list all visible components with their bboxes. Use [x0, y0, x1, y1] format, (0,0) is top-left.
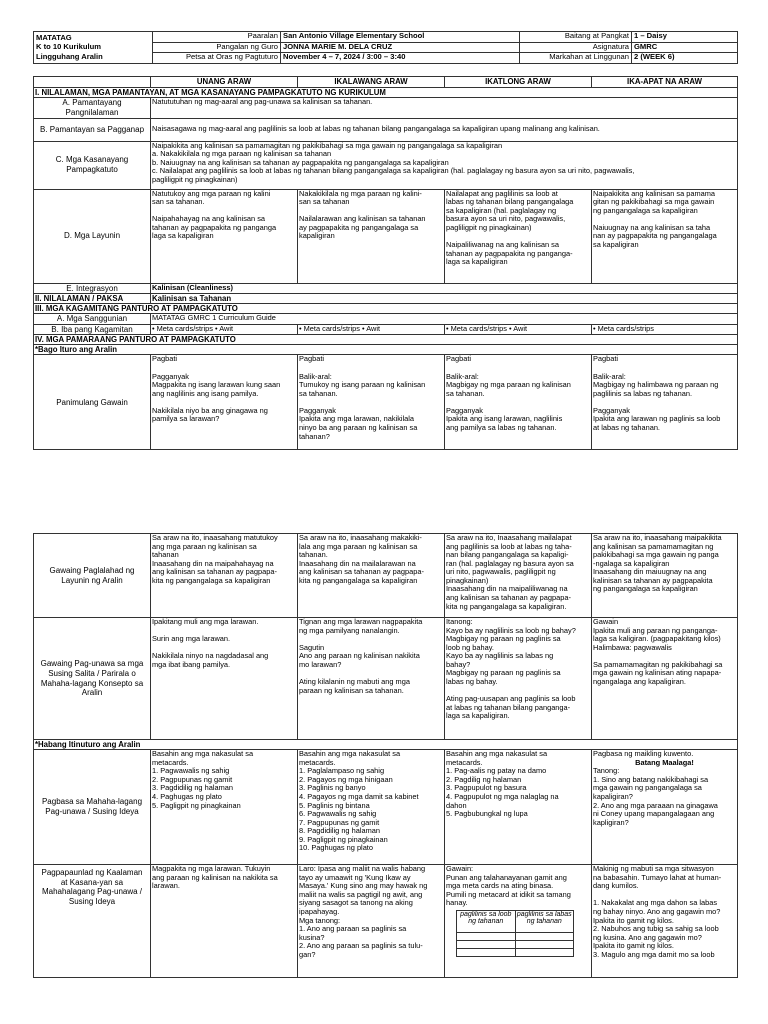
materials-day-4: • Meta cards/strips	[592, 324, 738, 335]
integration-label: E. Integrasyon	[34, 283, 151, 294]
quarter-week-label: Markahan at Linggunan	[520, 53, 632, 64]
document-title: MATATAG K to 10 Kurikulum Lingguhang Aralin	[34, 32, 153, 64]
day-4-header: IKA-APAT NA ARAW	[592, 76, 738, 87]
school-value: San Antonio Village Elementary School	[281, 32, 520, 43]
objectives-day-3: Nailalapat ang paglilinis sa loob at labas ng tahanan bilang pangangalaga sa kapaligiran (hal. paglalagay ng basura ayon sa uri nito, pagwawalis, pagliligpit ng pinagkainan) Naipaliliwanag na ang kalinisan sa tahanan ay pagpapakita ng panganga- laga sa kapaligiran	[445, 189, 592, 283]
presentation-day-3: Sa araw na ito, Inaasahang mailalapat ang paglilinis sa loob at labas ng taha- nan bilang pangangalaga sa kapaligi- ran (hal. paglalagay ng basura ayon sa uri nito, pagwawalis, pagliligpit ng pinagkainan) Inaasahang din na maipaliliwanag na ang kalinisan sa tahanan ay pagpapa- kita ng pangangalaga sa kapaligiran.	[445, 534, 592, 618]
key-concepts-label: Gawaing Pag-unawa sa mga Susing Salita / Parirala o Mahaha-lagang Konsepto sa Aralin	[34, 618, 151, 740]
other-materials-label: B. Iba pang Kagamitan	[34, 324, 151, 335]
content-standard-text: Natututuhan ng mag-aaral ang pag-unawa sa kalinisan sa tahanan.	[151, 97, 738, 118]
intro-day-1: Pagbati Pagganyak Magpakita ng isang larawan kung saan ang naglilinis ang isang pamilya. Nakikilala niyo ba ang ginagawa ng pamilya sa larawan?	[151, 355, 298, 450]
performance-standard-text: Naisasagawa ng mag-aaral ang paglilinis sa loob at labas ng tahanan bilang pangangalaga sa kapaligiran upang malinang ang kalinisan.	[151, 118, 738, 141]
sorting-table	[456, 910, 574, 957]
development-day-1: Magpakita ng mga larawan. Tukuyin ang paraan ng kalinisan na nakikita sa larawan.	[151, 865, 298, 978]
sorting-header-outside: paglilinis sa labas ng tahanan	[515, 910, 574, 932]
presentation-day-1: Sa araw na ito, inaasahang matutukoy ang mga paraan ng kalinisan sa tahanan Inaasahang din na maipahahayag na ang kalinisan sa tahanan ay pagpapa- kita ng pangangalaga sa kapaligiran	[151, 534, 298, 618]
concepts-day-3: Itanong: Kayo ba ay naglilinis sa loob ng bahay? Magbigay ng paraan ng paglinis sa loob ng bahay. Kayo ba ay naglilinis sa labas ng bahay? Magbigay ng paraan ng paglinis sa labas ng bahay. Ating pag-uusapan ang paglinis sa loob at labas ng tahanan bilang panganga- laga sa kapaligiran.	[445, 618, 592, 740]
objectives-day-1: Natutukoy ang mga paraan ng kalini san sa tahanan. Naipahahayag na ang kalinisan sa tahanan ay pagpapakita ng panganga laga sa kapaligiran	[151, 189, 298, 283]
day-2-header: IKALAWANG ARAW	[298, 76, 445, 87]
reading-day-4	[592, 750, 738, 865]
date-time-label: Petsa at Oras ng Pagtuturo	[153, 53, 281, 64]
story-questions: Tanong: 1. Sino ang batang nakikibahagi sa mga gawain ng pangangalaga sa kapaligiran? 2. Ano ang mga paraaan na ginagawa ni Coney upang mapangalagaan ang kapligiran?	[593, 766, 718, 827]
presentation-day-2: Sa araw na ito, inaasahang makakiki- lala ang mga paraan ng kalinisan sa tahanan. Inaasahang din na mailalarawan na ang kalinisan sa tahanan ay pagpapa- kita ng pangangalaga sa kapaligiran	[298, 534, 445, 618]
intro-day-3: Pagbati Balik-aral: Magbigay ng mga paraan ng kalinisan sa tahanan. Pagganyak Ipakita ang isang larawan, naglilinis ang pamilya sa labas ng tahanan.	[445, 355, 592, 450]
concepts-day-4: Gawain Ipakita muli ang paraan ng panganga- laga sa kaligiran. (pagpapakitang kilos) Halimbawa: pagwawalis Sa pamamamagitan ng pakikibahagi sa mga gawain ng kalinisan ating napapa- ngangalaga ang kapaligiran.	[592, 618, 738, 740]
objectives-day-4: Naipakikita ang kalinisan sa pamama gitan ng pakikibahagi sa mga gawain ng pangangalaga sa kapaligiran Naiuugnay na ang kalinisan sa taha nan ay pagpapakita ng pangangalaga sa kapaligiran	[592, 189, 738, 283]
objective-presentation-label: Gawaing Paglalahad ng Layunin ng Aralin	[34, 534, 151, 618]
reading-day-2: Basahin ang mga nakasulat sa metacards. 1. Paglalampaso ng sahig 2. Pagayos ng mga hinigaan 3. Paglinis ng banyo 4. Pagayos ng mga damit sa kabinet 5. Paglinis ng bintana 6. Pagwawalis ng sahig 7. Pagpupunas ng gamit 8. Pagdidilig ng halaman 9. Pagligpit ng pinagkainan 10. Paghugas ng plato	[298, 750, 445, 865]
objectives-label: D. Mga Layunin	[34, 189, 151, 283]
during-lesson-heading: *Habang Itinuturo ang Aralin	[34, 740, 738, 750]
sorting-cell	[457, 940, 516, 948]
section-1-heading: I. NILALAMAN, MGA PAMANTAYAN, AT MGA KASANAYANG PAMPAGKATUTO NG KURIKULUM	[34, 87, 738, 97]
intro-day-2: Pagbati Balik-aral: Tumukoy ng isang paraan ng kalinisan sa tahanan. Pagganyak Ipakita ang mga larawan, nakikilala ninyo ba ang paraan ng kalinisan sa tahanan?	[298, 355, 445, 450]
skill-development-label: Pagpapaunlad ng Kaalaman at Kasana-yan sa Mahahalagang Pag-unawa / Susing Ideya	[34, 865, 151, 978]
subject-label: Asignatura	[520, 42, 632, 53]
introductory-activity-label: Panimulang Gawain	[34, 355, 151, 450]
learning-competencies-text: Naipakikita ang kalinisan sa pamamagitan ng pakikibahagi sa mga gawain ng pangangalaga sa kapaligiran a. Nakakikilala ng mga paraan ng kalinisan sa tahanan b. Naiuugnay na ang kalinisan sa tahanan ay pagpapakita ng pangangalaga sa kapaligiran c. Nailalapat ang paglilinis sa loob at labas ng tahanan bilang pangangalaga sa kapaligiran (hal. paglalagay ng basura ayon sa uri nito, pagwawalis, pagliligpit ng pinagkainan)	[151, 141, 738, 189]
materials-day-3: • Meta cards/strips • Awit	[445, 324, 592, 335]
sorting-cell	[457, 932, 516, 940]
intro-day-4: Pagbati Balik-aral: Magbigay ng halimbawa ng paraan ng paglilinis sa labas ng tahanan. Pagganyak Ipakita ang larawan ng paglinis sa loob at labas ng tahanan.	[592, 355, 738, 450]
integration-text: Kalinisan (Cleanliness)	[151, 283, 738, 294]
reading-day-3: Basahin ang mga nakasulat sa metacards. 1. Pag-aalis ng patay na damo 2. Pagdilig ng halaman 3. Pagpupulot ng basura 4. Pagpupulot ng mga nalaglag na dahon 5. Pagbubungkal ng lupa	[445, 750, 592, 865]
subject-value: GMRC	[632, 42, 738, 53]
day-1-header: UNANG ARAW	[151, 76, 298, 87]
development-day-2: Laro: Ipasa ang maliit na walis habang tayo ay umaawit ng 'Kung Ikaw ay Masaya.' Kung sino ang may hawak ng maliit na walis sa pagtigil ng awit, ang siyang sasagot sa tanong na aking ipapahayag. Mga tanong: 1. Ano ang paraan sa paglinis sa kusina? 2. Ano ang paraan sa paglinis sa tulu- gan?	[298, 865, 445, 978]
development-day-3-text: Gawain: Punan ang talahanayanan gamit ang mga meta cards na ating binasa. Pumili ng metacard at idikit sa tamang hanay.	[446, 864, 571, 908]
sorting-header-inside: paglilinis sa loob ng tahanan	[457, 910, 516, 932]
story-title: Batang Maalaga!	[635, 757, 694, 767]
references-label: A. Mga Sanggunian	[34, 314, 151, 325]
reading-day-1: Basahin ang mga nakasulat sa metacards. 1. Pagwawalis ng sahig 2. Pagpupunas ng gamit 3. Pagdidilig ng halaman 4. Paghugas ng plato 5. Pagligpit ng pinagkainan	[151, 750, 298, 865]
concepts-day-1: Ipakitang muli ang mga larawan. Surin ang mga larawan. Nakikilala ninyo na nagdadasal ang mga ibat ibang pamilya.	[151, 618, 298, 740]
sorting-cell	[457, 948, 516, 956]
reading-label: Pagbasa sa Mahaha-lagang Pag-unawa / Susing Ideya	[34, 750, 151, 865]
learning-competencies-label: C. Mga Kasanayang Pampagkatuto	[34, 141, 151, 189]
materials-day-2: • Meta cards/strips • Awit	[298, 324, 445, 335]
development-day-3	[445, 865, 592, 978]
materials-day-1: • Meta cards/strips • Awit	[151, 324, 298, 335]
header-table	[33, 31, 738, 64]
reading-day-4-intro: Pagbasa ng maikling kuwento.	[593, 749, 694, 759]
date-time-value: November 4 – 7, 2024 / 3:00 – 3:40	[281, 53, 520, 64]
teacher-label: Pangalan ng Guro	[153, 42, 281, 53]
grade-value: 1 – Daisy	[632, 32, 738, 43]
teacher-value: JONNA MARIE M. DELA CRUZ	[281, 42, 520, 53]
sorting-cell	[515, 940, 574, 948]
section-4-heading: IV. MGA PAMARAANG PANTURO AT PAMPAGKATUTO	[34, 335, 738, 345]
section-2-heading: II. NILALAMAN / PAKSA	[34, 294, 151, 304]
lesson-plan-page-2	[33, 533, 737, 978]
sorting-cell	[515, 932, 574, 940]
quarter-week-value: 2 (WEEK 6)	[632, 53, 738, 64]
topic-text: Kalinisan sa Tahanan	[151, 294, 738, 304]
concepts-day-2: Tignan ang mga larawan nagpapakita ng mga pamilyang nanalangin. Sagutin Ano ang paraan ng kalinisan nakikita mo larawan? Ating kilalanin ng mabuti ang mga paraan ng kalinisan sa tahanan.	[298, 618, 445, 740]
development-day-4: Makinig ng mabuti sa mga sitwasyon na babasahin. Tumayo lahat at human- dang kumilos. 1. Nakakalat ang mga dahon sa labas ng bahay ninyo. Ano ang gagawin mo? Ipakita ito gamit ng kilos. 2. Nabuhos ang tubig sa sahig sa loob ng kusina. Ano ang gagawin mo? Ipakita ito gamit ng kilos. 3. Magulo ang mga damit mo sa loob	[592, 865, 738, 978]
lesson-plan-page-1	[33, 31, 737, 450]
lesson-table-part-1	[33, 76, 738, 451]
content-standard-label: A. Pamantayang Pangnilalaman	[34, 97, 151, 118]
references-text: MATATAG GMRC 1 Curriculum Guide	[151, 314, 738, 325]
school-label: Paaralan	[153, 32, 281, 43]
before-lesson-heading: *Bago Ituro ang Aralin	[34, 345, 738, 355]
sorting-cell	[515, 948, 574, 956]
corner-cell	[34, 76, 151, 87]
day-3-header: IKATLONG ARAW	[445, 76, 592, 87]
lesson-table-part-2	[33, 533, 738, 978]
performance-standard-label: B. Pamantayan sa Pagganap	[34, 118, 151, 141]
grade-label: Baitang at Pangkat	[520, 32, 632, 43]
objectives-day-2: Nakakikilala ng mga paraan ng kalini- san sa tahanan Nailalarawan ang kalinisan sa tahanan ay pagpapakita ng pangangalaga sa kapaligiran	[298, 189, 445, 283]
presentation-day-4: Sa araw na ito, inaasahang maipakikita ang kalinisan sa pamamamagitan ng pakikibahagi sa mga gawain ng panga -ngalaga sa kapaligiran Inaasahang din maiuugnay na ang kalinisan sa tahanan ay pagpapakita ng pangangalaga sa kapaligiran	[592, 534, 738, 618]
section-3-heading: III. MGA KAGAMITANG PANTURO AT PAMPAGKATUTO	[34, 304, 738, 314]
